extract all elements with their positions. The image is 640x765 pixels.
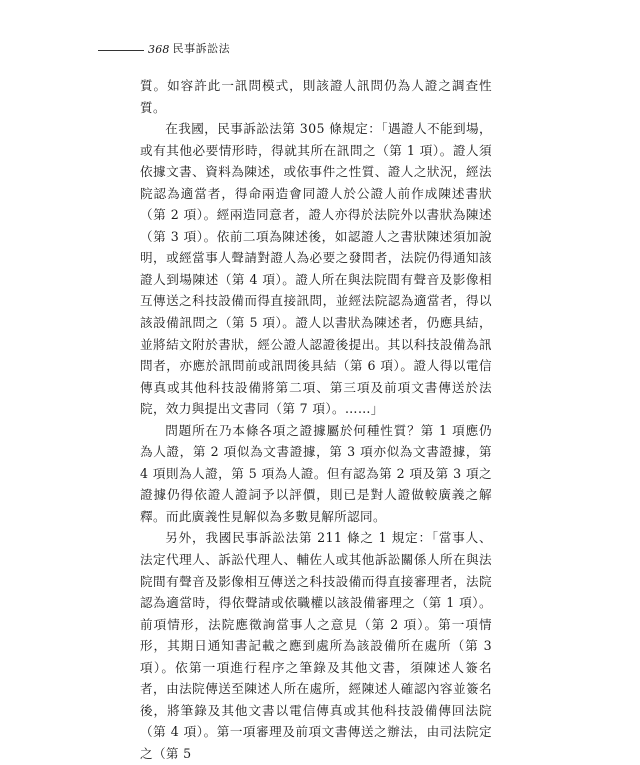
header-rule	[98, 50, 144, 51]
book-title: 民事訴訟法	[172, 42, 231, 55]
running-head	[98, 36, 230, 56]
paragraph-article-211-1: 另外，我國民事訴訟法第 211 條之 1 規定：「當事人、法定代理人、訴訟代理人、輔佐人或其他訴訟關係人所在與法院間有聲音及影像相互傳送之科技設備而得直接審理者，法院認為適當時，得依聲請或依職權以該設備審理之（第 1 項）。前項情形，法院應徵詢當事人之意見（第 2 項）。第一項情形，其期日通知書記載之應到處所為該設備所在處所（第 3 項）。依第一項進行程序之筆錄及其他文書，須陳述人簽名者，由法院傳送至陳述人所在處所，經陳述人確認內容並簽名後，將筆錄及其他文書以電信傳真或其他科技設備傳回法院（第 4 項）。第一項審理及前項文書傳送之辦法，由司法院定之（第 5	[140, 530, 492, 761]
paragraph-article-305: 在我國，民事訴訟法第 305 條規定：「遇證人不能到場，或有其他必要情形時，得就其所在訊問之（第 1 項）。證人須依據文書、資料為陳述，或依事件之性質、證人之狀況，經法院認為適當者，得命兩造會同證人於公證人前作成陳述書狀（第 2 項）。經兩造同意者，證人亦得於法院外以書狀為陳述（第 3 項）。依前二項為陳述後，如認證人之書狀陳述須加說明，或經當事人聲請對證人為必要之發問者，法院仍得通知該證人到場陳述（第 4 項）。證人所在與法院間有聲音及影像相互傳送之科技設備而得直接訊問，並經法院認為適當者，得以該設備訊問之（第 5 項）。證人以書狀為陳述者，仍應具結，並將結文附於書狀，經公證人認證後提出。其以科技設備為訊問者，亦應於訊問前或訊問後具結（第 6 項）。證人得以電信傳真或其他科技設備將第二項、第三項及前項文書傳送於法院，效力與提出文書同（第 7 項）。……」	[140, 121, 492, 417]
body-text	[140, 75, 492, 765]
paragraph-continuation: 質。如容許此一訊問模式，則該證人訊問仍為人證之調查性質。	[140, 78, 492, 115]
page-number: 368	[148, 43, 170, 56]
paragraph-evidence-nature: 問題所在乃本條各項之證據屬於何種性質？第 1 項應仍為人證，第 2 項似為文書證據，第 3 項亦似為文書證據，第 4 項則為人證，第 5 項為人證。但有認為第 2 項及第 3 項之證據仍得依證人證詞予以評價，則已是對人證做較廣義之解釋。而此廣義性見解似為多數見解所認同。	[140, 422, 492, 524]
